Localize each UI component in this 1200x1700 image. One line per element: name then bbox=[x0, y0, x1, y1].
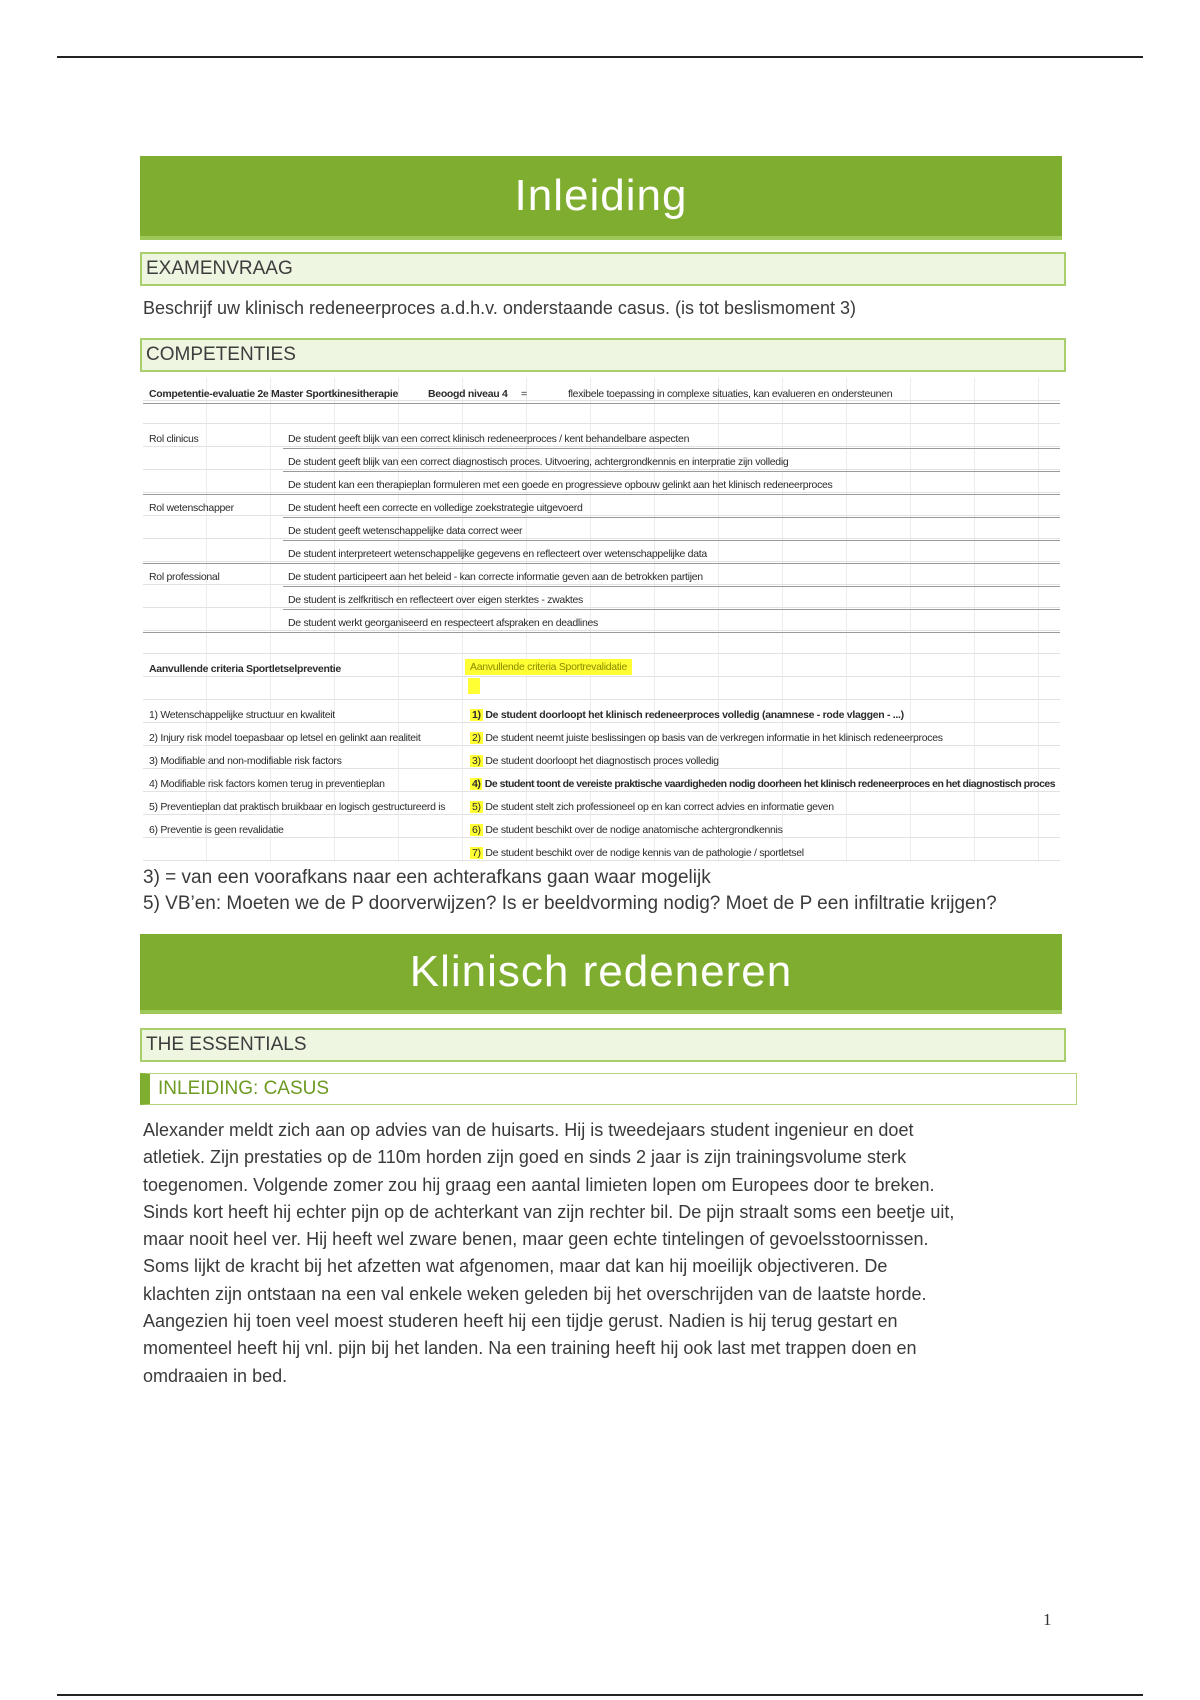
criteria-left-item: 3) Modifiable and non-modifiable risk factors bbox=[149, 755, 342, 767]
table-row-text: De student werkt georganiseerd en respecteert afspraken en deadlines bbox=[288, 617, 598, 629]
criteria-text: De student doorloopt het diagnostisch proces volledig bbox=[485, 755, 719, 767]
criteria-right-item bbox=[470, 708, 904, 722]
page-number: 1 bbox=[1043, 1610, 1052, 1629]
row-line bbox=[283, 517, 1060, 518]
criteria-text: De student beschikt over de nodige kennis van de pathologie / sportletsel bbox=[485, 847, 804, 859]
row-line bbox=[283, 586, 1060, 587]
casus-heading: INLEIDING: CASUS bbox=[140, 1073, 1077, 1105]
casus-line: omdraaien in bed. bbox=[143, 1365, 288, 1386]
criteria-right-item bbox=[470, 754, 719, 768]
criteria-number: 4) bbox=[472, 778, 481, 790]
criteria-number: 2) bbox=[472, 732, 481, 744]
criteria-left-item: 6) Preventie is geen revalidatie bbox=[149, 824, 284, 836]
criteria-right-item bbox=[470, 823, 783, 837]
criteria-left-item: 5) Preventieplan dat praktisch bruikbaar en logisch gestructureerd is bbox=[149, 801, 446, 813]
criteria-right-item bbox=[470, 800, 834, 814]
criteria-number: 5) bbox=[472, 801, 481, 813]
essentials-heading: THE ESSENTIALS bbox=[140, 1028, 1066, 1062]
row-line bbox=[283, 471, 1060, 472]
table-row-role: Rol wetenschapper bbox=[149, 502, 234, 514]
table-header-desc: flexibele toepassing in complexe situaties, kan evalueren en ondersteunen bbox=[568, 388, 893, 400]
section-banner-klinisch-redeneren: Klinisch redeneren bbox=[140, 934, 1062, 1014]
criteria-right-item bbox=[470, 731, 943, 745]
casus-line: Soms lijkt de kracht bij het afzetten wat afgenomen, maar dat kan hij moeilijk objectiveren. De bbox=[143, 1256, 888, 1277]
criteria-title-preventie: Aanvullende criteria Sportletselpreventie bbox=[149, 663, 341, 675]
table-row-text: De student kan een therapieplan formuleren met een goede en progressieve opbouw gelinkt aan het klinisch redeneerproces bbox=[288, 479, 833, 491]
exam-heading: EXAMENVRAAG bbox=[140, 252, 1066, 286]
table-row-text: De student geeft blijk van een correct klinisch redeneerproces / kent behandelbare aspecten bbox=[288, 433, 690, 445]
criteria-text: De student toont de vereiste praktische vaardigheden nodig doorheen het klinisch redeneerproces en het diagnostisch proces bbox=[484, 778, 1056, 790]
exam-question: Beschrijf uw klinisch redeneerproces a.d.h.v. onderstaande casus. (is tot beslismoment 3) bbox=[143, 298, 857, 318]
row-line bbox=[143, 494, 1060, 495]
criteria-text: De student neemt juiste beslissingen op basis van de verkregen informatie in het klinisch redeneerproces bbox=[485, 732, 943, 744]
criteria-right-item bbox=[470, 777, 1055, 791]
table-header-level: Beoogd niveau 4 bbox=[428, 388, 508, 400]
table-header-title: Competentie-evaluatie 2e Master Sportkinesitherapie bbox=[149, 388, 399, 400]
criteria-title-revalidatie bbox=[465, 660, 632, 674]
criteria-text: De student stelt zich professioneel op en kan correct advies en informatie geven bbox=[485, 801, 834, 813]
table-header-eq: = bbox=[521, 388, 527, 400]
criteria-left-item: 2) Injury risk model toepasbaar op letsel en gelinkt aan realiteit bbox=[149, 732, 421, 744]
table-row-text: De student geeft wetenschappelijke data correct weer bbox=[288, 525, 523, 537]
highlight-column bbox=[468, 678, 480, 694]
table-row-text: De student is zelfkritisch en reflecteert over eigen sterktes - zwaktes bbox=[288, 594, 583, 606]
competencies-heading: COMPETENTIES bbox=[140, 338, 1066, 372]
section-banner-inleiding: Inleiding bbox=[140, 156, 1062, 240]
top-rule bbox=[57, 56, 1143, 58]
casus-line: atletiek. Zijn prestaties op de 110m horden zijn goed en sinds 2 jaar is zijn trainingsvolume sterk bbox=[143, 1147, 907, 1168]
row-line bbox=[143, 563, 1060, 564]
row-line bbox=[283, 609, 1060, 610]
table-row-text: De student participeert aan het beleid - kan correcte informatie geven aan de betrokken partijen bbox=[288, 571, 703, 583]
table-row-text: De student geeft blijk van een correct diagnostisch proces. Uitvoering, achtergrondkennis en interpratie zijn volledig bbox=[288, 456, 789, 468]
bottom-rule bbox=[57, 1694, 1143, 1696]
casus-line: maar nooit heel ver. Hij heeft wel zware benen, maar geen echte tintelingen of gevoelsstoornissen. bbox=[143, 1229, 929, 1250]
criteria-right-item bbox=[470, 846, 804, 860]
casus-line: Alexander meldt zich aan op advies van de huisarts. Hij is tweedejaars student ingenieur en doet bbox=[143, 1120, 914, 1140]
casus-line: Sinds kort heeft hij echter pijn op de achterkant van zijn rechter bil. De pijn straalt soms een beetje uit, bbox=[143, 1201, 955, 1222]
criteria-left-item: 4) Modifiable risk factors komen terug in preventieplan bbox=[149, 778, 385, 790]
casus-line: klachten zijn ontstaan na een val enkele weken geleden bij het overschrijden van de laatste horde. bbox=[143, 1283, 927, 1304]
header-underline bbox=[143, 403, 1060, 404]
table-row-role: Rol clinicus bbox=[149, 433, 199, 445]
criteria-text: De student beschikt over de nodige anatomische achtergrondkennis bbox=[485, 824, 783, 836]
table-row-role: Rol professional bbox=[149, 571, 220, 583]
table-row-text: De student heeft een correcte en volledige zoekstrategie uitgevoerd bbox=[288, 502, 583, 514]
casus-line: toegenomen. Volgende zomer zou hij graag een aantal limieten lopen om Europees door te breken. bbox=[143, 1174, 935, 1195]
casus-paragraph bbox=[143, 1117, 1068, 1390]
criteria-number: 3) bbox=[472, 755, 481, 767]
criteria-title-highlight: Aanvullende criteria Sportrevalidatie bbox=[465, 659, 632, 675]
casus-line: momenteel heeft hij vnl. pijn bij het landen. Na een training heeft hij ook last met trappen doen en bbox=[143, 1338, 917, 1359]
row-line bbox=[283, 540, 1060, 541]
criteria-number: 7) bbox=[472, 847, 481, 859]
note-line: 3) = van een voorafkans naar een achterafkans gaan waar mogelijk bbox=[143, 867, 711, 888]
note-line: 5) VB’en: Moeten we de P doorverwijzen? Is er beeldvorming nodig? Moet de P een infiltratie krijgen? bbox=[143, 893, 997, 914]
criteria-left-item: 1) Wetenschappelijke structuur en kwaliteit bbox=[149, 709, 335, 721]
competency-table bbox=[143, 378, 1060, 862]
criteria-number: 6) bbox=[472, 824, 481, 836]
table-row-text: De student interpreteert wetenschappelijke gegevens en reflecteert over wetenschappelijke data bbox=[288, 548, 707, 560]
row-line bbox=[143, 632, 1060, 633]
row-line bbox=[283, 448, 1060, 449]
criteria-text: De student doorloopt het klinisch redeneerproces volledig (anamnese - rode vlaggen - ...) bbox=[485, 709, 904, 721]
casus-line: Aangezien hij toen veel moest studeren heeft hij een tijdje gerust. Nadien is hij terug gestart en bbox=[143, 1311, 898, 1332]
criteria-number: 1) bbox=[472, 709, 481, 721]
